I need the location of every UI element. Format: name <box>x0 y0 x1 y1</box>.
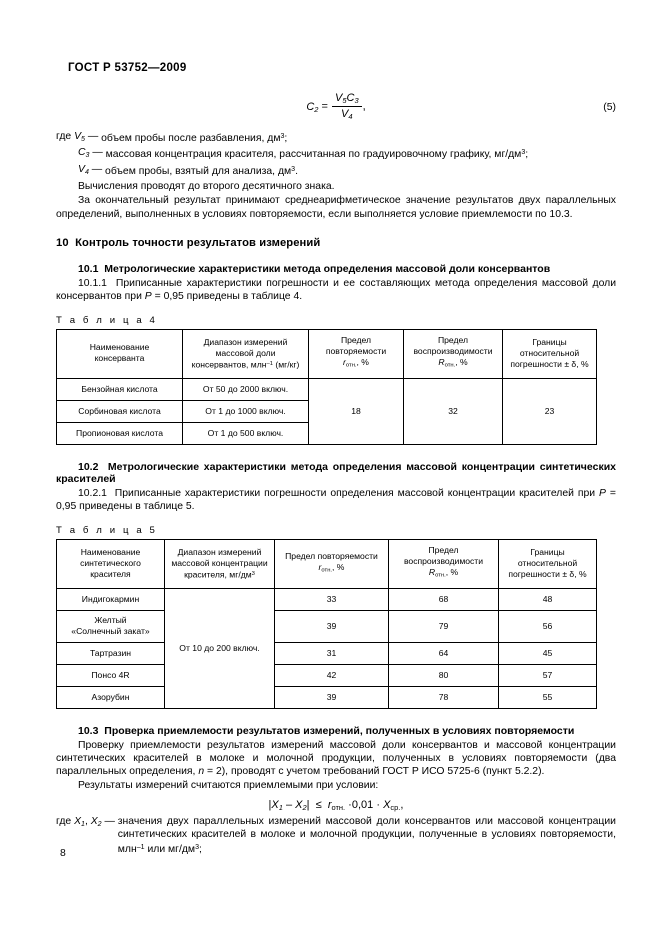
clause-10-2-1: 10.2.1 Приписанные характеристики погрешности определения массовой концентрации красителей при P = 0,95 приведены в таблице 5. <box>56 487 616 512</box>
table-5-caption: Т а б л и ц а 5 <box>56 525 155 537</box>
table-5-cell-name: Желтый «Солнечный закат» <box>57 610 165 642</box>
where-item <box>56 130 616 146</box>
table-5-cell-repeatability: 33 <box>275 588 389 610</box>
section-10-2-heading <box>56 461 616 485</box>
table-4-col-error: Границы относительной погрешности ± δ, % <box>503 330 597 379</box>
table-5-cell-repeatability: 39 <box>275 610 389 642</box>
where-item <box>56 146 616 162</box>
table-5-cell-error: 55 <box>499 686 597 708</box>
where-block-1 <box>56 130 616 179</box>
formula-acceptance: $|X_1 - X_2| \le r_{отн.} \cdot 0,01 \cdot X_{ср.}$, <box>268 798 404 812</box>
section-10-2-number: 10.2 <box>78 460 99 473</box>
table-5-cell-error: 48 <box>499 588 597 610</box>
formula-5-lhs: $C_2$ <box>306 100 319 114</box>
where-block-2 <box>56 815 616 857</box>
table-4-caption: Т а б л и ц а 4 <box>56 315 155 327</box>
page-content <box>56 88 616 856</box>
formula-5 <box>56 92 616 121</box>
section-10-number: 10 <box>56 236 69 249</box>
clause-10-1-1: 10.1.1 Приписанные характеристики погрешности и ее составляющих метода определения массовой доли консервантов при P = 0,95 приведены в таблице 4. <box>56 277 616 302</box>
where-item <box>56 163 616 179</box>
table-5-cell-error: 56 <box>499 610 597 642</box>
acceptance-lead-in: Результаты измерений считаются приемлемыми при условии: <box>78 780 379 792</box>
table-5-cell-repeatability: 39 <box>275 686 389 708</box>
table-4-cell-repeatability: 18 <box>309 378 404 444</box>
where-item-text: массовая концентрация красителя, рассчитанная по градуировочному графику, $мг/дм^3$; <box>105 149 529 161</box>
table-5-cell-name: Азорубин <box>57 686 165 708</box>
table-5-cell-error: 57 <box>499 664 597 686</box>
table-5-cell-name: Тартразин <box>57 642 165 664</box>
table-row <box>57 664 597 686</box>
formula-5-fraction <box>332 92 362 121</box>
page-header: ГОСТ Р 53752—2009 <box>68 62 187 74</box>
table-row <box>57 686 597 708</box>
table-5-cell-repeatability: 42 <box>275 664 389 686</box>
section-10-1-title: Метрологические характеристики метода определения массовой доли консервантов <box>104 262 551 275</box>
table-5-header-row <box>57 540 597 589</box>
where-symbol: $C_3$ — <box>78 147 103 160</box>
section-10-1-heading <box>56 263 616 275</box>
table-5-col-error: Границы относительной погрешности ± δ, % <box>499 540 597 589</box>
formula-5-comma: , <box>362 100 366 113</box>
table-4-cell-range: От 1 до 1000 включ. <box>183 400 309 422</box>
clause-10-3-paragraph: Проверку приемлемости результатов измерений массовой доли консервантов и массовой концентрации синтетических красителей в молоке и молочной продукции, полученных в условиях повторяемости (два параллельных определения, n = 2), проводят с учетом требований ГОСТ Р ИСО 5725-6 (пункт 5.2.2). <box>56 739 616 778</box>
where-item-text: объем пробы, взятый для анализа, $дм^3$. <box>105 165 298 177</box>
table-4-col-range: Диапазон измерений массовой доли консервантов, млн$^{-1}$ (мг/кг) <box>183 330 309 379</box>
table-4-col-name: Наименование консерванта <box>57 330 183 379</box>
table-5 <box>56 539 597 709</box>
table-4-wrapper <box>56 329 616 445</box>
formula-5-denominator: $V_4$ <box>341 108 353 122</box>
table-4-cell-reproducibility: 32 <box>404 378 503 444</box>
where-item-text: значения двух параллельных измерений массовой доли консервантов или массовой концентрации синтетических красителей в молоке и молочной продукции, полученные в условиях повторяемости, млн$^{-1}$ или $мг/дм^3$; <box>117 815 616 856</box>
clause-10-1-1-number: 10.1.1 <box>78 277 107 289</box>
table-4-cell-range: От 50 до 2000 включ. <box>183 378 309 400</box>
table-4 <box>56 329 597 445</box>
table-4-col-reproducibility: Предел воспроизводимости $R_{отн.}$, % <box>404 330 503 379</box>
table-row <box>57 378 597 400</box>
table-4-cell-name: Сорбиновая кислота <box>57 400 183 422</box>
table-row <box>57 642 597 664</box>
page-number: 8 <box>60 848 66 859</box>
table-5-cell-name: Понсо 4R <box>57 664 165 686</box>
formula-5-row <box>56 90 616 130</box>
section-10-2-title: Метрологические характеристики метода определения массовой концентрации синтетических красителей <box>56 460 616 485</box>
table-5-cell-reproducibility: 68 <box>389 588 499 610</box>
section-10-heading <box>56 237 616 249</box>
table-4-cell-error: 23 <box>503 378 597 444</box>
section-10-3-title: Проверка приемлемости результатов измерений, полученных в условиях повторяемости <box>104 724 575 737</box>
table-5-col-range: Диапазон измерений массовой концентрации красителя, $мг/дм^3$ <box>165 540 275 589</box>
where-lead: где $V_5$ — <box>56 131 99 143</box>
table-4-cell-name: Пропионовая кислота <box>57 422 183 444</box>
table-5-col-name: Наименование синтетического красителя <box>57 540 165 589</box>
calculation-note: Вычисления проводят до второго десятичного знака. <box>78 181 335 193</box>
formula-5-equals: = <box>321 100 328 113</box>
table-5-cell-range: От 10 до 200 включ. <box>165 588 275 708</box>
formula-5-numerator: $V_5C_3$ <box>332 92 362 107</box>
table-5-col-repeatability: Предел повторяемости $r_{отн.}$, % <box>275 540 389 589</box>
table-row <box>57 610 597 642</box>
section-10-3-number: 10.3 <box>78 724 99 737</box>
where-item-text: объем пробы после разбавления, $дм^3$; <box>101 133 288 145</box>
table-5-col-reproducibility: Предел воспроизводимости $R_{отн.}$, % <box>389 540 499 589</box>
final-result-paragraph: За окончательный результат принимают среднеарифметическое значение результатов двух параллельных определений, выполненных в условиях повторяемости, если выполняется условие приемлемости по 10.3. <box>56 195 616 220</box>
section-10-3-heading <box>56 725 616 737</box>
where-lead: где $X_1$, $X_2$ — <box>56 815 115 828</box>
table-5-cell-repeatability: 31 <box>275 642 389 664</box>
section-10-1-number: 10.1 <box>78 262 99 275</box>
table-4-cell-range: От 1 до 500 включ. <box>183 422 309 444</box>
table-4-cell-name: Бензойная кислота <box>57 378 183 400</box>
table-5-cell-reproducibility: 64 <box>389 642 499 664</box>
table-5-cell-error: 45 <box>499 642 597 664</box>
section-10-title: Контроль точности результатов измерений <box>75 236 321 249</box>
formula-5-number: (5) <box>603 102 616 113</box>
table-5-cell-name: Индигокармин <box>57 588 165 610</box>
where-symbol: $V_4$ — <box>78 163 103 176</box>
table-5-cell-reproducibility: 79 <box>389 610 499 642</box>
table-4-header-row <box>57 330 597 379</box>
table-row <box>57 588 597 610</box>
table-5-wrapper <box>56 539 616 709</box>
table-5-cell-reproducibility: 80 <box>389 664 499 686</box>
where-item <box>56 815 616 857</box>
table-5-cell-reproducibility: 78 <box>389 686 499 708</box>
table-4-col-repeatability: Предел повторяемости $r_{отн.}$, % <box>309 330 404 379</box>
clause-10-2-1-number: 10.2.1 <box>78 487 107 499</box>
